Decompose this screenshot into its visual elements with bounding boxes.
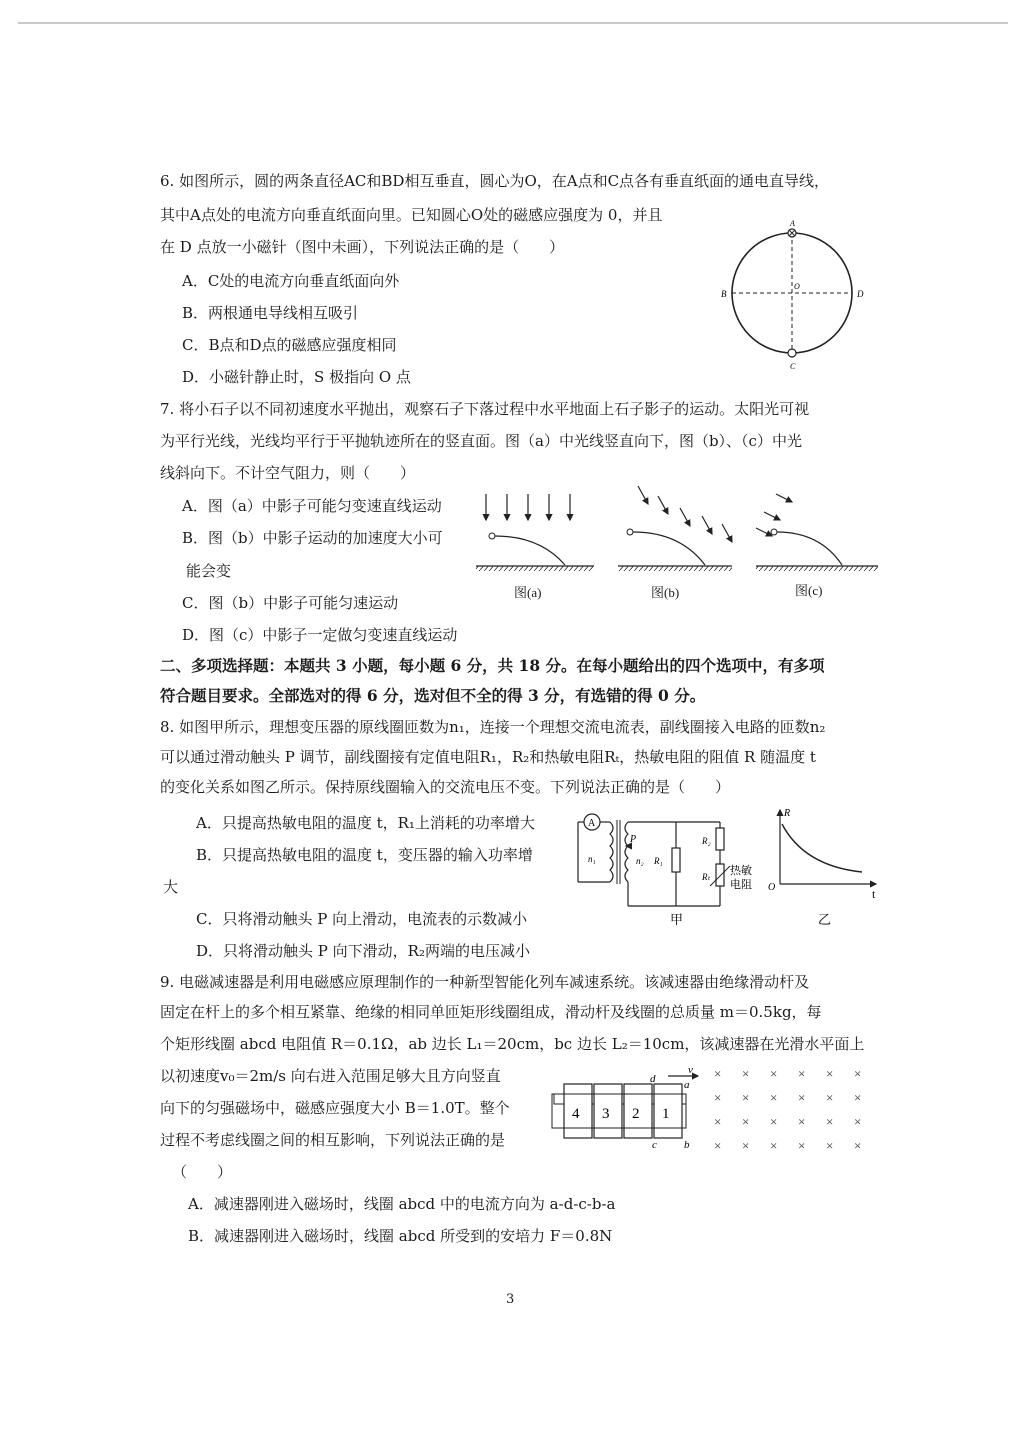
svg-text:×: × <box>854 1066 862 1081</box>
q9-line-3: 个矩形线圈 abcd 电阻值 R＝0.1Ω，ab 边长 L₁＝20cm，bc 边长 L₂＝10cm，该减速器在光滑水平面上 <box>160 1035 865 1053</box>
q9-line-4: 以初速度v₀＝2m/s 向右进入范围足够大且方向竖直 <box>160 1067 501 1085</box>
svg-text:×: × <box>854 1114 862 1129</box>
q6-line-1: 6. 如图所示，圆的两条直径AC和BD相互垂直，圆心为O，在A点和C点各有垂直纸面的通电直导线， <box>160 172 830 190</box>
label-D: D <box>857 289 864 299</box>
magnetic-field-marks <box>714 1066 861 1153</box>
coil-1: 1 <box>662 1106 670 1122</box>
page-number: 3 <box>506 1292 515 1307</box>
q9-line-1: 9. 电磁减速器是利用电磁感应原理制作的一种新型智能化列车减速系统。该减速器由绝缘滑动杆及 <box>160 973 810 991</box>
svg-text:×: × <box>742 1066 750 1081</box>
svg-text:×: × <box>854 1090 862 1105</box>
svg-text:×: × <box>826 1114 834 1129</box>
label-C: C <box>790 362 796 371</box>
q8-figure-jia-circuit <box>570 806 770 936</box>
q6-circle-figure <box>720 219 880 372</box>
q9-line-6: 过程不考虑线圈之间的相互影响，下列说法正确的是 <box>160 1131 506 1149</box>
q8-option-b-cont: 大 <box>163 878 179 896</box>
figure-c <box>756 494 878 571</box>
q8-figure-yi-graph <box>768 806 888 936</box>
label-B: B <box>721 289 727 299</box>
svg-text:×: × <box>714 1090 722 1105</box>
caption-figure-b: 图(b) <box>651 585 680 600</box>
svg-text:×: × <box>770 1066 778 1081</box>
svg-text:×: × <box>742 1090 750 1105</box>
q8-option-a: A．只提高热敏电阻的温度 t，R₁上消耗的功率增大 <box>196 814 535 832</box>
q8-line-1: 8. 如图甲所示，理想变压器的原线圈匝数为n₁，连接一个理想交流电流表，副线圈接入电路的匝数n₂ <box>160 718 826 736</box>
q8-option-d: D．只将滑动触头 P 向下滑动，R₂两端的电压减小 <box>196 942 530 960</box>
caption-yi: 乙 <box>818 912 832 927</box>
coil-4: 4 <box>572 1106 580 1122</box>
q6-line-3: 在 D 点放一小磁针（图中未画），下列说法正确的是（ ） <box>160 238 565 256</box>
q9-line-5: 向下的匀强磁场中，磁感应强度大小 B＝1.0T。整个 <box>160 1099 510 1117</box>
figure-b <box>618 486 732 571</box>
caption-figure-a: 图(a) <box>514 585 542 600</box>
label-A: A <box>790 219 795 228</box>
q6-line-2: 其中A点处的电流方向垂直纸面向里。已知圆心O处的磁感应强度为 0，并且 <box>160 206 663 224</box>
section-2-heading-line-2: 符合题目要求。全部选对的得 6 分，选对但不全的得 3 分，有选错的得 0 分。 <box>160 686 706 705</box>
q7-line-2: 为平行光线，光线均平行于平抛轨迹所在的竖直面。图（a）中光线竖直向下，图（b）、（c）中光 <box>160 432 802 450</box>
label-O: O <box>794 282 800 291</box>
section-2-heading-line-1: 二、多项选择题：本题共 3 小题，每小题 6 分，共 18 分。在每小题给出的四个选项中，有多项 <box>160 656 825 675</box>
thermistor-label-1: 热敏 <box>730 865 752 877</box>
q8-line-3: 的变化关系如图乙所示。保持原线圈输入的交流电压不变。下列说法正确的是（ ） <box>160 778 731 796</box>
q7-option-d: D．图（c）中影子一定做匀变速直线运动 <box>182 626 458 644</box>
q6-option-b: B．两根通电导线相互吸引 <box>182 304 359 322</box>
velocity-label: v <box>688 1064 693 1076</box>
q7-line-1: 7. 将小石子以不同初速度水平抛出，观察石子下落过程中水平地面上石子影子的运动。太阳光可视 <box>160 400 810 418</box>
q6-option-c: C．B点和D点的磁感应强度相同 <box>182 336 397 354</box>
q9-line-2: 固定在杆上的多个相互紧靠、绝缘的相同单匝矩形线圈组成，滑动杆及线圈的总质量 m＝0.5kg，每 <box>160 1003 822 1021</box>
graph-r-label: R <box>784 808 791 819</box>
svg-text:×: × <box>742 1138 750 1153</box>
q9-option-b: B．减速器刚进入磁场时，线圈 abcd 所受到的安培力 F＝0.8N <box>188 1227 613 1245</box>
q7-line-3: 线斜向下。不计空气阻力，则（ ） <box>160 464 416 482</box>
q8-option-b: B．只提高热敏电阻的温度 t，变压器的输入功率增 <box>196 846 533 864</box>
r2-label: R₂ <box>702 836 711 846</box>
svg-text:×: × <box>798 1066 806 1081</box>
svg-text:×: × <box>742 1114 750 1129</box>
n2-label: n₂ <box>636 856 644 866</box>
graph-origin-label: O <box>768 882 776 893</box>
coil-2: 2 <box>632 1106 640 1122</box>
corner-d-label: d <box>650 1073 656 1085</box>
q9-decelerator-figure <box>548 1062 888 1156</box>
q9-line-7: （ ） <box>172 1163 233 1181</box>
svg-text:×: × <box>798 1138 806 1153</box>
q9-option-a: A．减速器刚进入磁场时，线圈 abcd 中的电流方向为 a-d-c-b-a <box>188 1195 616 1213</box>
svg-text:×: × <box>798 1090 806 1105</box>
q6-option-d: D．小磁针静止时，S 极指向 O 点 <box>182 368 411 386</box>
coil-3: 3 <box>602 1106 610 1122</box>
svg-text:×: × <box>826 1138 834 1153</box>
ammeter-label: A <box>588 818 596 829</box>
slider-label: P <box>630 834 637 845</box>
corner-a-label: a <box>684 1079 690 1091</box>
svg-text:×: × <box>770 1090 778 1105</box>
q7-option-b-cont: 能会变 <box>186 562 232 580</box>
q6-option-a: A．C处的电流方向垂直纸面向外 <box>182 272 400 290</box>
thermistor-label-2: 电阻 <box>730 879 752 891</box>
svg-text:×: × <box>854 1138 862 1153</box>
rt-label: Rₜ <box>702 872 711 882</box>
n1-label: n₁ <box>588 854 596 864</box>
q7-option-b: B．图（b）中影子运动的加速度大小可 <box>182 529 443 547</box>
caption-jia: 甲 <box>670 912 684 927</box>
svg-text:×: × <box>798 1114 806 1129</box>
svg-text:×: × <box>714 1066 722 1081</box>
svg-text:×: × <box>714 1138 722 1153</box>
svg-text:×: × <box>714 1114 722 1129</box>
graph-t-label: t <box>872 887 876 901</box>
svg-text:×: × <box>770 1138 778 1153</box>
corner-c-label: c <box>652 1139 657 1151</box>
q7-option-c: C．图（b）中影子可能匀速运动 <box>182 594 399 612</box>
q8-option-c: C．只将滑动触头 P 向上滑动，电流表的示数减小 <box>196 910 528 928</box>
svg-text:×: × <box>826 1090 834 1105</box>
q7-option-a: A．图（a）中影子可能匀变速直线运动 <box>182 497 442 515</box>
figure-a <box>476 494 594 571</box>
svg-text:×: × <box>770 1114 778 1129</box>
caption-figure-c: 图(c) <box>795 583 823 598</box>
svg-text:×: × <box>826 1066 834 1081</box>
r1-label: R₁ <box>654 856 663 866</box>
q8-line-2: 可以通过滑动触头 P 调节，副线圈接有定值电阻R₁，R₂和热敏电阻Rₜ，热敏电阻的阻值 R 随温度 t <box>160 748 816 766</box>
corner-b-label: b <box>684 1139 690 1151</box>
page-top-rule <box>18 22 1008 24</box>
